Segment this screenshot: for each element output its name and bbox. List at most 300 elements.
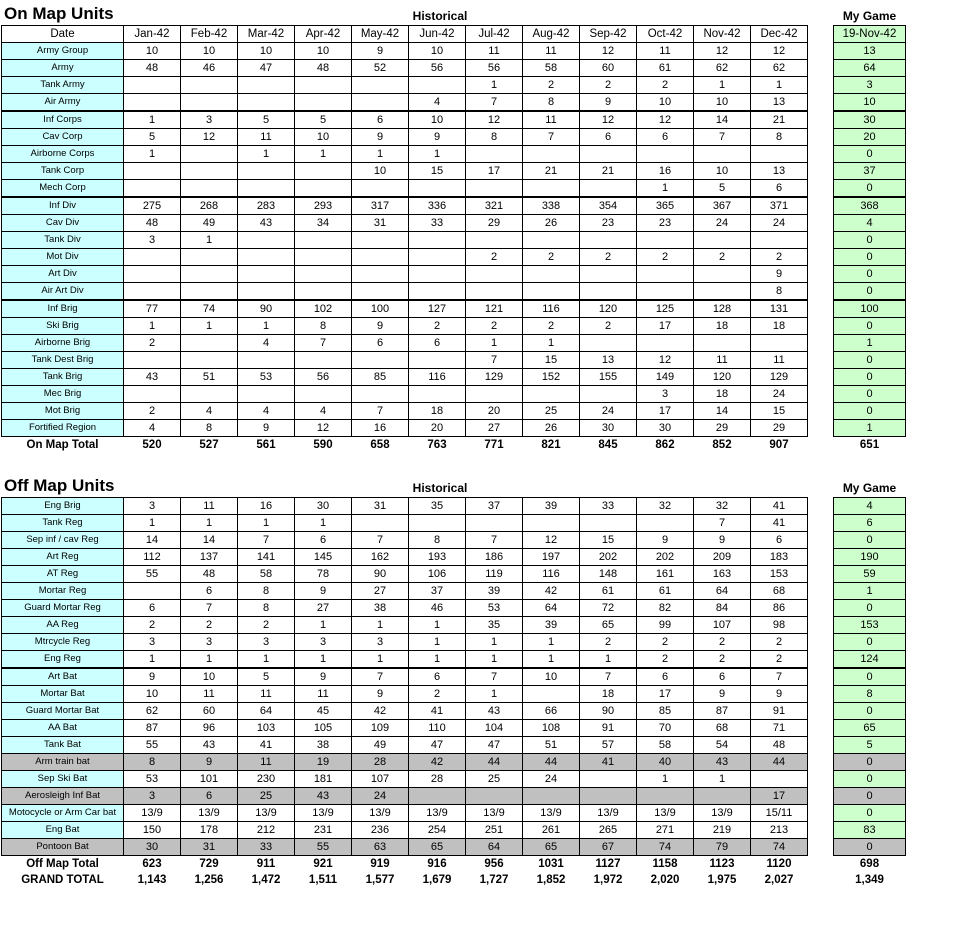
cell-value: 27 (352, 583, 409, 600)
cell-value (181, 352, 238, 369)
row-airborne-brig (2, 335, 808, 352)
cell-value: 1 (523, 651, 580, 669)
cell-value: 6 (181, 788, 238, 805)
my-game-row-pontoon-bat (834, 839, 906, 856)
cell-value: 30 (295, 498, 352, 515)
cell-value: 86 (751, 600, 808, 617)
cell-value: 28 (352, 754, 409, 771)
my-game-value: 37 (834, 163, 906, 180)
cell-value: 161 (637, 566, 694, 583)
cell-value: 112 (124, 549, 181, 566)
cell-value: 33 (580, 498, 637, 515)
cell-value: 1 (409, 146, 466, 163)
my-game-row-mec-brig (834, 386, 906, 403)
cell-value: 11 (238, 686, 295, 703)
cell-value: 6 (352, 335, 409, 352)
total-value: 845 (580, 437, 637, 454)
cell-value: 18 (694, 318, 751, 335)
cell-value: 58 (523, 60, 580, 77)
cell-value: 125 (637, 300, 694, 318)
cell-value: 46 (409, 600, 466, 617)
cell-value: 5 (238, 111, 295, 129)
cell-value (352, 386, 409, 403)
total-value: 658 (352, 437, 409, 454)
my-game-value: 190 (834, 549, 906, 566)
cell-value: 10 (181, 668, 238, 686)
cell-value: 11 (466, 43, 523, 60)
cell-value: 2 (751, 249, 808, 266)
cell-value: 6 (637, 668, 694, 686)
cell-value (751, 335, 808, 352)
cell-value (238, 249, 295, 266)
my-game-value: 13 (834, 43, 906, 60)
row-label: Guard Mortar Reg (2, 600, 124, 617)
cell-value: 1 (466, 651, 523, 669)
cell-value: 17 (751, 788, 808, 805)
cell-value: 68 (694, 720, 751, 737)
cell-value: 321 (466, 197, 523, 215)
cell-value: 1 (409, 651, 466, 669)
cell-value: 44 (466, 754, 523, 771)
my-game-row-tank-bat (834, 737, 906, 754)
cell-value: 145 (295, 549, 352, 566)
cell-value: 317 (352, 197, 409, 215)
cell-value: 155 (580, 369, 637, 386)
cell-value: 1 (238, 318, 295, 335)
cell-value: 11 (181, 686, 238, 703)
cell-value (181, 386, 238, 403)
cell-value: 9 (637, 532, 694, 549)
row-arm-train-bat (2, 754, 808, 771)
cell-value: 2 (751, 634, 808, 651)
cell-value: 9 (352, 686, 409, 703)
cell-value: 13/9 (409, 805, 466, 822)
cell-value: 12 (523, 532, 580, 549)
row-label: AA Bat (2, 720, 124, 737)
cell-value: 47 (466, 737, 523, 754)
total-value: 821 (523, 437, 580, 454)
cell-value (238, 180, 295, 198)
cell-value: 24 (523, 771, 580, 788)
row-airborne-corps (2, 146, 808, 163)
row-label: Art Div (2, 266, 124, 283)
my-game-row-inf-corps (834, 111, 906, 129)
cell-value (295, 77, 352, 94)
cell-value: 19 (295, 754, 352, 771)
my-game-row-aerosleigh-inf-bat (834, 788, 906, 805)
my-game-row-airborne-corps (834, 146, 906, 163)
my-game-value: 0 (834, 600, 906, 617)
row-label: Tank Army (2, 77, 124, 94)
cell-value: 9 (238, 420, 295, 437)
cell-value: 251 (466, 822, 523, 839)
total-value: 911 (238, 856, 295, 873)
my-game-row-mot-brig (834, 403, 906, 420)
total-value: 590 (295, 437, 352, 454)
row-label: Eng Reg (2, 651, 124, 669)
row-sep-inf-cav-reg (2, 532, 808, 549)
cell-value: 29 (466, 215, 523, 232)
row-label: Inf Corps (2, 111, 124, 129)
my-game-value: 0 (834, 754, 906, 771)
cell-value: 7 (181, 600, 238, 617)
cell-value: 1 (637, 771, 694, 788)
cell-value: 41 (751, 498, 808, 515)
row-mot-brig (2, 403, 808, 420)
my-game-total-value: 1,349 (834, 872, 906, 888)
cell-value: 1 (295, 146, 352, 163)
off-map-title: Off Map Units (4, 476, 115, 495)
cell-value: 14 (124, 532, 181, 549)
my-game-value: 5 (834, 737, 906, 754)
cell-value (694, 335, 751, 352)
total-value: 1,511 (295, 872, 352, 888)
my-game-value: 4 (834, 498, 906, 515)
row-label: Fortified Region (2, 420, 124, 437)
my-game-row-sep-inf-cav-reg (834, 532, 906, 549)
cell-value: 64 (694, 583, 751, 600)
cell-value (409, 232, 466, 249)
cell-value: 23 (637, 215, 694, 232)
cell-value: 9 (295, 668, 352, 686)
row-label: Mot Div (2, 249, 124, 266)
cell-value: 39 (466, 583, 523, 600)
off-map-table (1, 497, 808, 888)
cell-value: 90 (580, 703, 637, 720)
cell-value: 14 (694, 111, 751, 129)
cell-value (409, 180, 466, 198)
cell-value: 13/9 (523, 805, 580, 822)
month-header: Jan-42 (124, 26, 181, 43)
cell-value: 28 (409, 771, 466, 788)
cell-value: 3 (124, 634, 181, 651)
my-game-row-at-reg (834, 566, 906, 583)
cell-value: 11 (523, 111, 580, 129)
cell-value: 127 (409, 300, 466, 318)
cell-value (466, 515, 523, 532)
cell-value: 11 (694, 352, 751, 369)
total-value: 852 (694, 437, 751, 454)
cell-value: 91 (580, 720, 637, 737)
cell-value (523, 788, 580, 805)
cell-value: 271 (637, 822, 694, 839)
cell-value: 72 (580, 600, 637, 617)
on-map-my-game-table (833, 25, 906, 453)
cell-value (181, 335, 238, 352)
total-value: 1120 (751, 856, 808, 873)
cell-value: 48 (124, 215, 181, 232)
on-map-table (1, 25, 808, 453)
cell-value: 35 (466, 617, 523, 634)
cell-value (751, 232, 808, 249)
cell-value: 2 (523, 77, 580, 94)
cell-value: 2 (637, 77, 694, 94)
total-value: 763 (409, 437, 466, 454)
cell-value: 13/9 (352, 805, 409, 822)
row-art-div (2, 266, 808, 283)
cell-value: 55 (124, 737, 181, 754)
cell-value: 1 (523, 335, 580, 352)
cell-value: 219 (694, 822, 751, 839)
row-label: Airborne Brig (2, 335, 124, 352)
total-value: 561 (238, 437, 295, 454)
cell-value: 1 (580, 651, 637, 669)
row-label: Guard Mortar Bat (2, 703, 124, 720)
cell-value: 90 (352, 566, 409, 583)
cell-value: 1 (181, 318, 238, 335)
cell-value (637, 283, 694, 301)
cell-value (637, 788, 694, 805)
cell-value: 7 (466, 532, 523, 549)
row-tank-div (2, 232, 808, 249)
total-value: 1,852 (523, 872, 580, 888)
my-game-value: 83 (834, 822, 906, 839)
my-game-value: 8 (834, 686, 906, 703)
row-pontoon-bat (2, 839, 808, 856)
cell-value: 52 (352, 60, 409, 77)
cell-value: 45 (295, 703, 352, 720)
cell-value: 35 (409, 498, 466, 515)
cell-value: 12 (295, 420, 352, 437)
cell-value: 21 (580, 163, 637, 180)
cell-value: 60 (580, 60, 637, 77)
cell-value: 129 (466, 369, 523, 386)
cell-value: 1 (466, 77, 523, 94)
cell-value: 152 (523, 369, 580, 386)
cell-value (352, 249, 409, 266)
my-game-date: 19-Nov-42 (834, 26, 906, 43)
cell-value: 2 (181, 617, 238, 634)
cell-value: 53 (124, 771, 181, 788)
cell-value (466, 146, 523, 163)
total-value: 520 (124, 437, 181, 454)
cell-value: 1 (181, 515, 238, 532)
my-game-row-sep-ski-bat (834, 771, 906, 788)
cell-value: 8 (751, 283, 808, 301)
row-label: Mortar Reg (2, 583, 124, 600)
cell-value: 16 (352, 420, 409, 437)
cell-value: 16 (238, 498, 295, 515)
cell-value: 54 (694, 737, 751, 754)
cell-value (637, 266, 694, 283)
my-game-value: 0 (834, 634, 906, 651)
total-label: Off Map Total (2, 856, 124, 873)
row-eng-bat (2, 822, 808, 839)
cell-value: 18 (751, 318, 808, 335)
my-game-value: 0 (834, 386, 906, 403)
my-game-value: 30 (834, 111, 906, 129)
cell-value: 8 (238, 583, 295, 600)
my-game-value: 153 (834, 617, 906, 634)
cell-value: 21 (523, 163, 580, 180)
cell-value: 63 (352, 839, 409, 856)
cell-value: 85 (352, 369, 409, 386)
cell-value: 13 (751, 163, 808, 180)
my-game-row-mot-div (834, 249, 906, 266)
cell-value: 18 (580, 686, 637, 703)
row-inf-corps (2, 111, 808, 129)
row-army (2, 60, 808, 77)
row-label: Motocycle or Arm Car bat (2, 805, 124, 822)
total-value: 1,679 (409, 872, 466, 888)
row-label: AA Reg (2, 617, 124, 634)
cell-value (409, 352, 466, 369)
row-army-group (2, 43, 808, 60)
row-tank-army (2, 77, 808, 94)
cell-value: 48 (124, 60, 181, 77)
cell-value: 10 (181, 43, 238, 60)
cell-value (124, 352, 181, 369)
cell-value: 47 (409, 737, 466, 754)
my-game-value: 0 (834, 403, 906, 420)
cell-value (124, 386, 181, 403)
cell-value: 6 (580, 129, 637, 146)
row-cav-corp (2, 129, 808, 146)
total-value: 1,975 (694, 872, 751, 888)
cell-value: 1 (694, 771, 751, 788)
my-game-value: 100 (834, 300, 906, 318)
cell-value: 10 (238, 43, 295, 60)
cell-value: 34 (295, 215, 352, 232)
cell-value: 62 (751, 60, 808, 77)
cell-value (124, 583, 181, 600)
cell-value: 148 (580, 566, 637, 583)
cell-value (295, 163, 352, 180)
cell-value: 1 (238, 515, 295, 532)
cell-value: 79 (694, 839, 751, 856)
cell-value: 3 (124, 498, 181, 515)
cell-value: 2 (580, 249, 637, 266)
cell-value (466, 266, 523, 283)
cell-value (295, 283, 352, 301)
cell-value: 62 (694, 60, 751, 77)
cell-value (466, 232, 523, 249)
row-mec-brig (2, 386, 808, 403)
cell-value (409, 249, 466, 266)
cell-value (238, 163, 295, 180)
cell-value: 2 (238, 617, 295, 634)
cell-value (694, 146, 751, 163)
cell-value: 62 (124, 703, 181, 720)
cell-value (295, 232, 352, 249)
cell-value: 1 (523, 634, 580, 651)
cell-value: 25 (466, 771, 523, 788)
cell-value: 7 (238, 532, 295, 549)
row-fortified-region (2, 420, 808, 437)
cell-value: 8 (466, 129, 523, 146)
cell-value: 7 (466, 352, 523, 369)
cell-value: 102 (295, 300, 352, 318)
cell-value: 119 (466, 566, 523, 583)
my-game-row-air-army (834, 94, 906, 112)
cell-value: 10 (124, 43, 181, 60)
month-header: Sep-42 (580, 26, 637, 43)
cell-value: 3 (295, 634, 352, 651)
my-game-value: 0 (834, 839, 906, 856)
cell-value: 265 (580, 822, 637, 839)
cell-value: 116 (523, 566, 580, 583)
cell-value (181, 266, 238, 283)
cell-value: 67 (580, 839, 637, 856)
cell-value: 106 (409, 566, 466, 583)
cell-value: 2 (124, 335, 181, 352)
cell-value: 9 (352, 43, 409, 60)
cell-value: 60 (181, 703, 238, 720)
cell-value (694, 788, 751, 805)
cell-value: 57 (580, 737, 637, 754)
cell-value: 1 (124, 146, 181, 163)
cell-value: 254 (409, 822, 466, 839)
cell-value (466, 386, 523, 403)
cell-value: 18 (409, 403, 466, 420)
cell-value: 2 (637, 634, 694, 651)
my-game-row-tank-corp (834, 163, 906, 180)
my-game-value: 0 (834, 532, 906, 549)
row-label: Inf Div (2, 197, 124, 215)
cell-value: 7 (580, 668, 637, 686)
cell-value: 17 (637, 318, 694, 335)
on-map-title: On Map Units (4, 4, 114, 23)
cell-value (124, 77, 181, 94)
cell-value: 103 (238, 720, 295, 737)
cell-value: 51 (181, 369, 238, 386)
my-game-on-map-total (834, 437, 906, 454)
my-game-row-tank-brig (834, 369, 906, 386)
cell-value (295, 94, 352, 112)
cell-value: 15 (409, 163, 466, 180)
cell-value: 1 (409, 617, 466, 634)
cell-value: 3 (637, 386, 694, 403)
my-game-row-tank-army (834, 77, 906, 94)
cell-value: 40 (637, 754, 694, 771)
cell-value (181, 163, 238, 180)
total-value: 729 (181, 856, 238, 873)
total-label: On Map Total (2, 437, 124, 454)
my-game-row-fortified-region (834, 420, 906, 437)
row-label: Aerosleigh Inf Bat (2, 788, 124, 805)
cell-value: 27 (466, 420, 523, 437)
cell-value: 20 (409, 420, 466, 437)
cell-value: 38 (295, 737, 352, 754)
cell-value: 9 (352, 129, 409, 146)
my-game-total-value: 698 (834, 856, 906, 873)
total-value: 2,020 (637, 872, 694, 888)
cell-value: 11 (238, 754, 295, 771)
cell-value: 65 (409, 839, 466, 856)
cell-value (694, 283, 751, 301)
cell-value: 9 (751, 266, 808, 283)
cell-value: 10 (124, 686, 181, 703)
cell-value: 31 (352, 498, 409, 515)
cell-value: 212 (238, 822, 295, 839)
cell-value: 24 (751, 386, 808, 403)
cell-value: 6 (637, 129, 694, 146)
cell-value: 2 (466, 318, 523, 335)
cell-value: 100 (352, 300, 409, 318)
cell-value: 230 (238, 771, 295, 788)
cell-value (352, 515, 409, 532)
cell-value: 8 (181, 420, 238, 437)
cell-value: 6 (352, 111, 409, 129)
cell-value: 1 (181, 651, 238, 669)
cell-value (523, 180, 580, 198)
cell-value: 65 (523, 839, 580, 856)
row-on-map-total (2, 437, 808, 454)
cell-value: 367 (694, 197, 751, 215)
my-game-grand-total (834, 872, 906, 888)
cell-value: 43 (694, 754, 751, 771)
cell-value (295, 266, 352, 283)
